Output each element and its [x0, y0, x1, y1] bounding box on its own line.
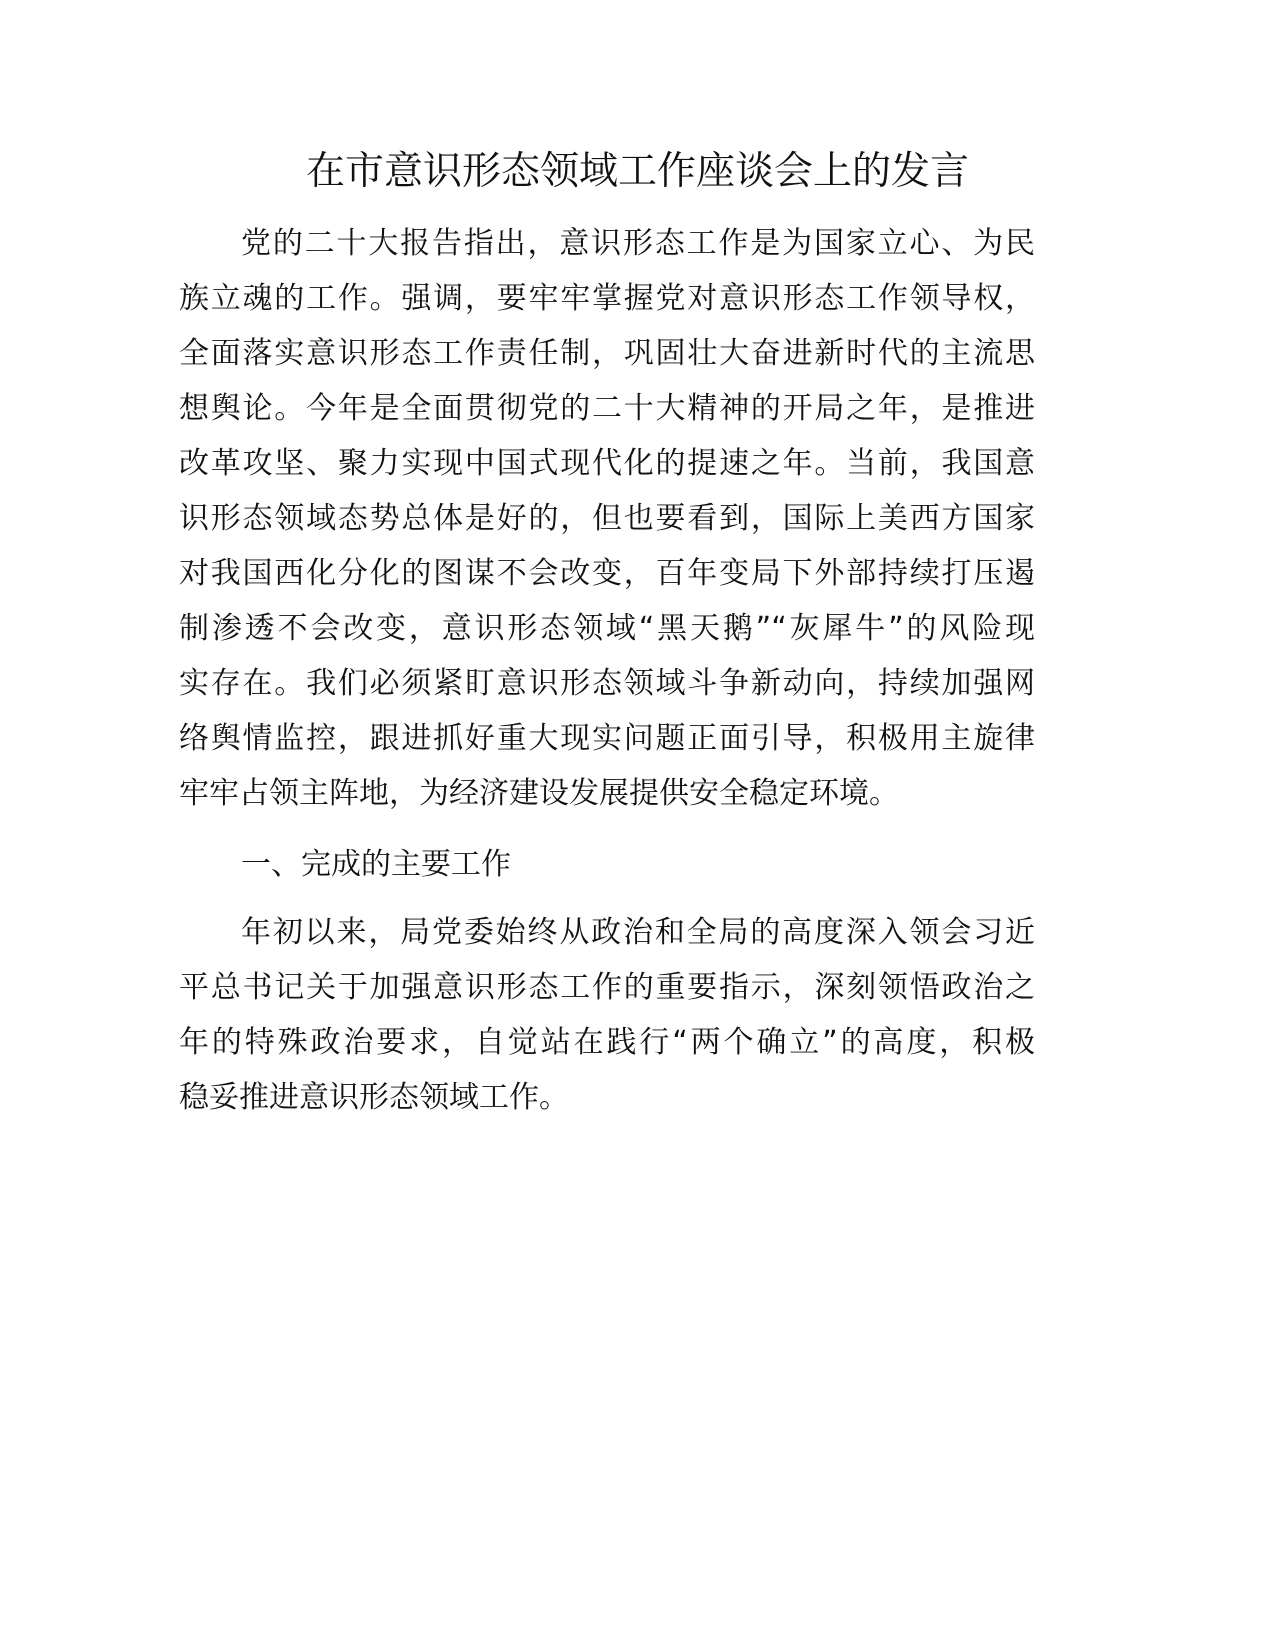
text-line: 党的二十大报告指出，意识形态工作是为国家立心、为民 — [241, 226, 1035, 261]
text-line: 年的特殊政治要求，自觉站在践行“两个确立”的高度，积极 — [179, 1025, 1035, 1060]
text-line: 稳妥推进意识形态领域工作。 — [179, 1080, 569, 1115]
text-line: 络舆情监控，跟进抓好重大现实问题正面引导，积极用主旋律 — [179, 721, 1035, 756]
text-line: 年初以来，局党委始终从政治和全局的高度深入领会习近 — [241, 915, 1035, 950]
text-line: 平总书记关于加强意识形态工作的重要指示，深刻领悟政治之 — [179, 970, 1035, 1005]
text-line: 制渗透不会改变，意识形态领域“黑天鹅”“灰犀牛”的风险现 — [179, 611, 1035, 646]
text-line: 族立魂的工作。强调，要牢牢掌握党对意识形态工作领导权， — [179, 281, 1035, 316]
document-title: 在市意识形态领域工作座谈会上的发言 — [305, 149, 969, 194]
section-heading-block — [179, 837, 1035, 892]
text-line: 改革攻坚、聚力实现中国式现代化的提速之年。当前，我国意 — [179, 446, 1035, 481]
text-line: 实存在。我们必须紧盯意识形态领域斗争新动向，持续加强网 — [179, 666, 1035, 701]
paragraph-work-summary — [179, 905, 1035, 1125]
text-line: 想舆论。今年是全面贯彻党的二十大精神的开局之年，是推进 — [179, 391, 1035, 426]
text-line: 全面落实意识形态工作责任制，巩固壮大奋进新时代的主流思 — [179, 336, 1035, 371]
text-line: 牢牢占领主阵地，为经济建设发展提供安全稳定环境。 — [179, 776, 899, 811]
paragraph-intro — [179, 216, 1035, 821]
text-line: 对我国西化分化的图谋不会改变，百年变局下外部持续打压遏 — [179, 556, 1035, 591]
text-line: 识形态领域态势总体是好的，但也要看到，国际上美西方国家 — [179, 501, 1035, 536]
section-heading: 一、完成的主要工作 — [241, 847, 511, 882]
